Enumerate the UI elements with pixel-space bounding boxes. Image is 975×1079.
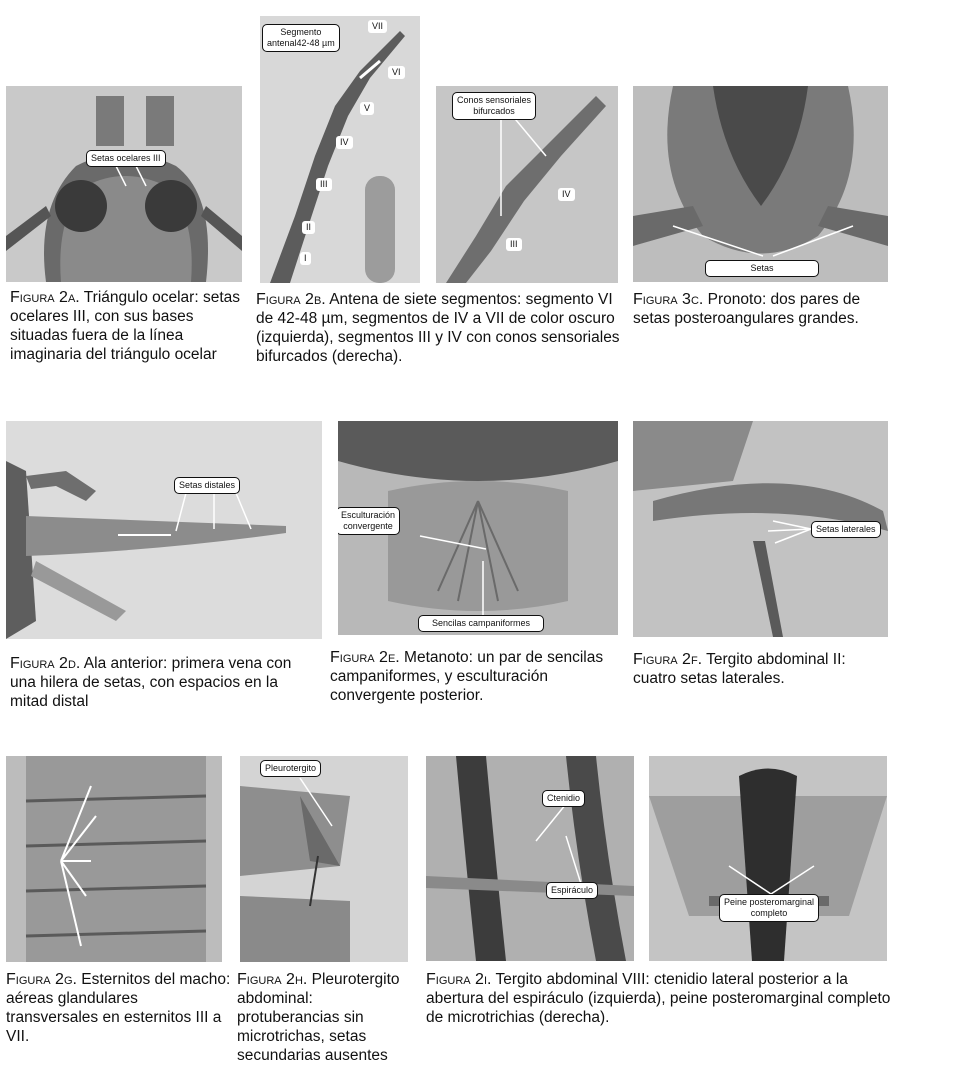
photo-fig-2b-left <box>260 16 420 283</box>
caption-text-2a: Triángulo ocelar: setas ocelares III, con sus bases situadas fuera de la línea imaginaria del triángulo ocelar <box>10 289 241 363</box>
caption-text-2g: Esternitos del macho: aéreas glandulares transversales en esternitos III a VII. <box>6 971 231 1045</box>
photo-fig-2d <box>6 421 322 639</box>
fig-label-2h: Figura 2h. <box>237 971 308 988</box>
segment-iii: III <box>316 178 332 191</box>
segment-ii: II <box>302 221 315 234</box>
fig-label-2i: Figura 2i. <box>426 971 492 988</box>
label-setas-ocelares: Setas ocelares III <box>86 150 166 167</box>
caption-text-2d: Ala anterior: primera vena con una hilera de setas, con espacios en la mitad distal <box>10 655 292 710</box>
photo-fig-2e <box>338 421 618 635</box>
photo-fig-2a <box>6 86 242 282</box>
fig-label-2d: Figura 2d. <box>10 655 81 672</box>
label-setas-distales: Setas distales <box>174 477 240 494</box>
segment-vii: VII <box>368 20 387 33</box>
label-segmento-line1: Segmento <box>280 27 322 37</box>
label-pleurotergito: Pleurotergito <box>260 760 321 777</box>
segment-i: I <box>300 252 311 265</box>
label-peine-line2: completo <box>750 908 788 918</box>
caption-fig-2i <box>426 970 896 1027</box>
label-setas-laterales: Setas laterales <box>811 521 881 538</box>
photo-fig-2f <box>633 421 888 637</box>
caption-fig-3c <box>633 290 893 328</box>
caption-text-2e: Metanoto: un par de sencilas campaniformes, y esculturación convergente posterior. <box>330 649 604 704</box>
fig-label-2a: Figura 2a. <box>10 289 80 306</box>
caption-fig-2a <box>10 288 242 364</box>
label-segmento-antenal <box>262 24 340 52</box>
label-conos-line2: bifurcados <box>473 106 515 116</box>
caption-fig-2h <box>237 970 413 1065</box>
label-peine-posteromarginal <box>719 894 819 922</box>
caption-text-2b: Antena de siete segmentos: segmento VI de 42-48 µm, segmentos de IV a VII de color oscuro (izquierda), segmentos III y IV con conos sensoriales bifurcados (derecha). <box>256 291 620 365</box>
label-sencilas-campaniformes: Sencilas campaniformes <box>418 615 544 632</box>
label-setas: Setas <box>705 260 819 277</box>
fig-label-2g: Figura 2g. <box>6 971 77 988</box>
caption-fig-2f <box>633 650 893 688</box>
photo-fig-3c <box>633 86 888 282</box>
label-conos-line1: Conos sensoriales <box>457 95 532 105</box>
label-conos-sensoriales <box>452 92 536 120</box>
caption-text-2f: Tergito abdominal II: cuatro setas laterales. <box>633 651 846 687</box>
label-espiraculo: Espiráculo <box>546 882 598 899</box>
segment-iv-right: IV <box>558 188 575 201</box>
caption-fig-2b <box>256 290 628 366</box>
caption-text-2h: Pleurotergito abdominal: protuberancias sin microtrichas, setas secundarias ausentes <box>237 971 400 1064</box>
fig-label-2b: Figura 2b. <box>256 291 326 308</box>
label-ctenidio: Ctenidio <box>542 790 585 807</box>
photo-fig-2i-right <box>649 756 887 961</box>
label-esculturacion <box>338 507 400 535</box>
caption-fig-2e <box>330 648 620 705</box>
label-esculturacion-line2: convergente <box>343 521 393 531</box>
segment-iii-right: III <box>506 238 522 251</box>
segment-vi: VI <box>388 66 405 79</box>
segment-iv: IV <box>336 136 353 149</box>
label-peine-line1: Peine posteromarginal <box>724 897 815 907</box>
photo-fig-2h <box>240 756 408 962</box>
caption-fig-2d <box>10 654 310 711</box>
caption-fig-2g <box>6 970 232 1046</box>
label-esculturacion-line1: Esculturación <box>341 510 396 520</box>
fig-label-2f: Figura 2f. <box>633 651 703 668</box>
photo-fig-2b-right <box>436 86 618 283</box>
fig-label-2e: Figura 2e. <box>330 649 400 666</box>
caption-text-2i: Tergito abdominal VIII: ctenidio lateral posterior a la abertura del espiráculo (izquierda), peine posteromarginal completo de microtrichias (derecha). <box>426 971 891 1026</box>
caption-text-3c: Pronoto: dos pares de setas posteroangulares grandes. <box>633 291 861 327</box>
label-segmento-line2: antenal42-48 µm <box>267 38 335 48</box>
fig-label-3c: Figura 3c. <box>633 291 704 308</box>
photo-fig-2g <box>6 756 222 962</box>
segment-v: V <box>360 102 374 115</box>
photo-fig-2i-left <box>426 756 634 961</box>
